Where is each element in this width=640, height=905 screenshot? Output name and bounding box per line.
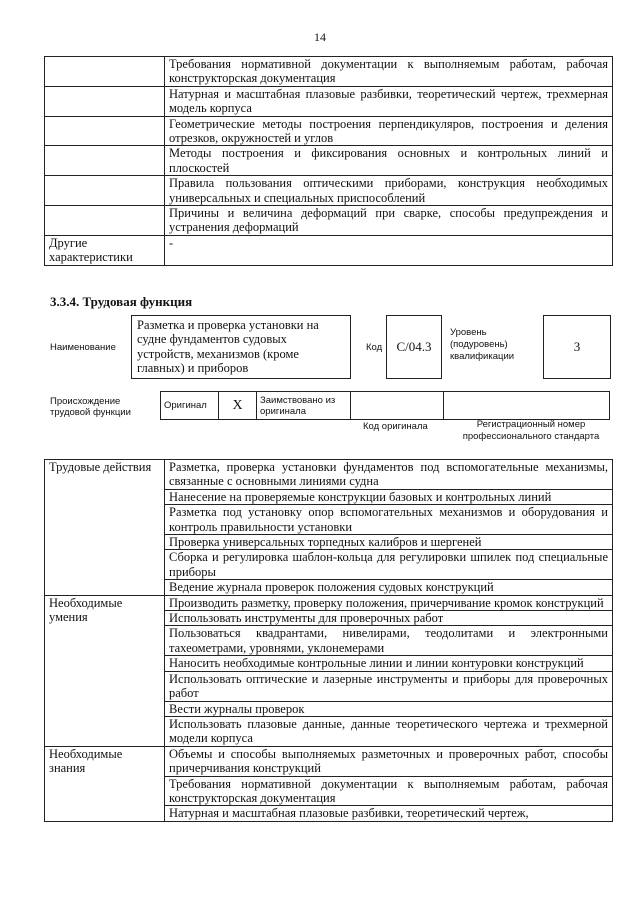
row-text: Геометрические методы построения перпендикуляров, построения и деления отрезков, окружностей и углов [165,116,613,146]
list-item: Объемы и способы выполняемых разметочных и проверочных работ, способы причерчивания конструкций [165,746,613,776]
list-item: Сборка и регулировка шаблон-кольца для регулировки шпилек под специальные приборы [165,550,613,580]
table-row [45,176,613,206]
list-item: Нанесение на проверяемые конструкции базовых и контрольных линий [165,489,613,504]
group-label: Необходимые умения [45,595,165,746]
reg-number-caption: Регистрационный номер профессионального стандарта [462,419,600,442]
row-text: Натурная и масштабная плазовые разбивки, теоретический чертеж, трехмерная модель корпуса [165,86,613,116]
table-row [45,746,613,776]
row-text: Требования нормативной документации к выполняемым работам, рабочая конструкторская документация [165,57,613,87]
row-label [45,176,165,206]
table-row [45,235,613,265]
row-text: Причины и величина деформаций при сварке, способы предупреждения и устранения деформаций [165,206,613,236]
list-item: Использовать плазовые данные, данные теоретического чертежа и трехмерной модели корпуса [165,716,613,746]
list-item: Использовать инструменты для проверочных работ [165,611,613,626]
table-row [45,146,613,176]
row-label [45,206,165,236]
code-label: Код [366,342,383,353]
list-item: Проверка универсальных торпедных калибров и шергеней [165,535,613,550]
row-label [45,57,165,87]
continuation-table [44,56,613,266]
table-row [45,116,613,146]
row-label [45,116,165,146]
row-text: Правила пользования оптическими приборами, конструкция необходимых универсальных и специальных приспособлений [165,176,613,206]
table-row [45,86,613,116]
table-row [45,206,613,236]
level-value: 3 [543,315,611,379]
original-label: Оригинал [161,392,219,420]
list-item: Ведение журнала проверок положения судовых конструкций [165,580,613,595]
list-item: Вести журналы проверок [165,701,613,716]
section-title: 3.3.4. Трудовая функция [50,294,193,309]
reg-number-cell [444,392,610,420]
row-label: Другие характеристики [45,235,165,265]
group-label: Трудовые действия [45,460,165,596]
code-original-cell [351,392,444,420]
function-name-box: Разметка и проверка установки на судне фундаментов судовых устройств, механизмов (кроме главных) и приборов [131,315,351,379]
code-original-caption: Код оригинала [363,421,428,432]
table-row [45,460,613,490]
group-label: Необходимые знания [45,746,165,821]
row-label [45,146,165,176]
origin-label: Происхождение трудовой функции [50,396,131,418]
labor-function-table [44,459,613,822]
borrowed-label: Заимствовано из оригинала [257,392,351,420]
list-item: Требования нормативной документации к выполняемым работам, рабочая конструкторская документация [165,776,613,806]
table-row [45,595,613,610]
list-item: Пользоваться квадрантами, нивелирами, теодолитами и электронными тахеометрами, уровнями, уклонемерами [165,626,613,656]
origin-table [160,391,610,420]
table-row [45,57,613,87]
list-item: Разметка, проверка установки фундаментов под вспомогательные механизмы, связанные с основными линиями судна [165,460,613,490]
list-item: Производить разметку, проверку положения, причерчивание кромок конструкций [165,595,613,610]
row-label [45,86,165,116]
row-text: Методы построения и фиксирования основных и контрольных линий и плоскостей [165,146,613,176]
page-number: 14 [314,30,326,44]
list-item: Натурная и масштабная плазовые разбивки, теоретический чертеж, [165,806,613,821]
list-item: Наносить необходимые контрольные линии и линии контуровки конструкций [165,656,613,671]
list-item: Использовать оптические и лазерные инструменты и приборы для проверочных работ [165,671,613,701]
row-text: - [165,235,613,265]
name-label: Наименование [50,342,116,353]
level-label: Уровень (подуровень) квалификации [450,327,515,362]
list-item: Разметка под установку опор вспомогательных механизмов и оборудования и контроль правильности установки [165,505,613,535]
code-value: C/04.3 [386,315,442,379]
original-mark: X [219,392,257,420]
